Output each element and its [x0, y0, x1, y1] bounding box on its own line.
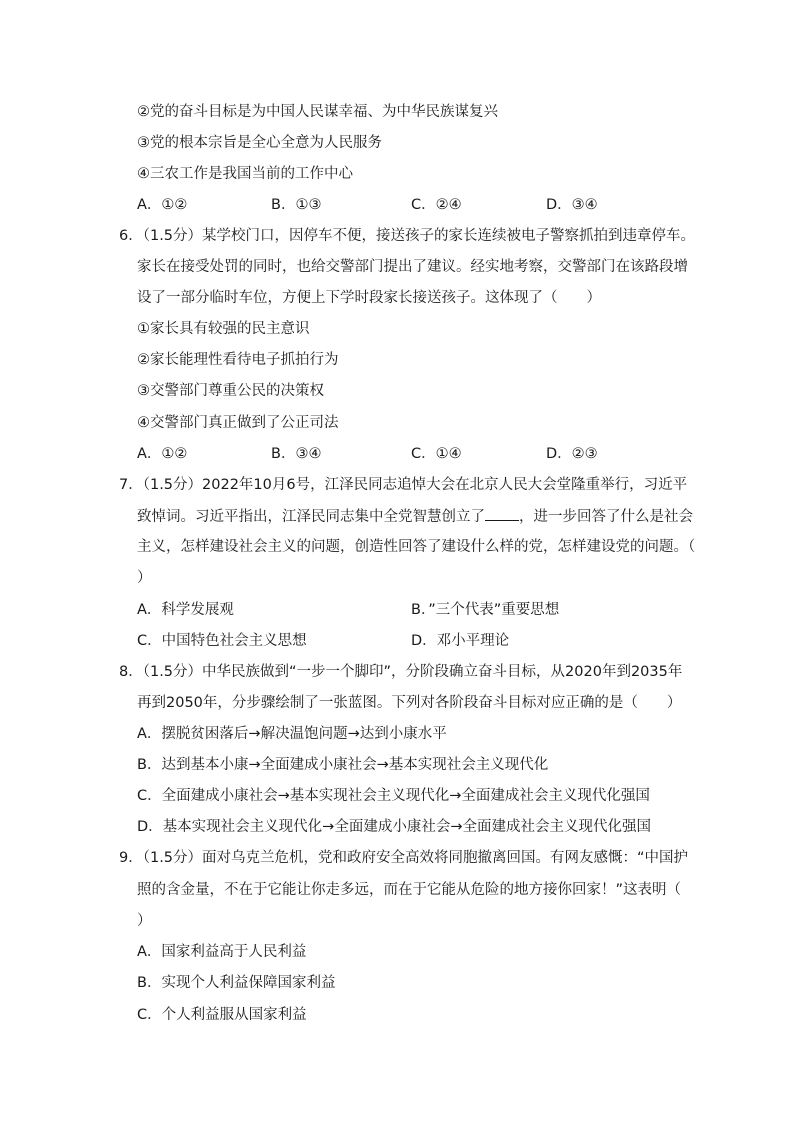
- q9-choice-b[interactable]: B．实现个人利益保障国家利益: [137, 975, 336, 991]
- q6-stem-line-1: 6．（1.5分）某学校门口，因停车不便，接送孩子的家长连续被电子警察抓拍到违章停车。: [119, 228, 696, 244]
- q6-item-4: ④交警部门真正做到了公正司法: [137, 415, 339, 431]
- q9-stem-line-1: 9．（1.5分）面对乌克兰危机，党和政府安全高效将同胞撤离回国。有网友感慨：“中国护: [119, 850, 689, 866]
- q9-choice-c[interactable]: C．个人利益服从国家利益: [137, 1007, 307, 1023]
- q5-choice-d[interactable]: D．③④: [546, 197, 598, 213]
- q8-choice-a[interactable]: A．摆脱贫困落后→解决温饱问题→达到小康水平: [137, 726, 447, 742]
- q6-choice-d[interactable]: D．②③: [546, 446, 598, 462]
- q7-choice-c[interactable]: C．中国特色社会主义思想: [137, 633, 307, 649]
- q5-item-2: ②党的奋斗目标是为中国人民谋幸福、为中华民族谋复兴: [137, 104, 498, 120]
- q6-choice-c[interactable]: C．①④: [411, 446, 462, 462]
- q6-item-3: ③交警部门尊重公民的决策权: [137, 383, 324, 399]
- q7-choice-b[interactable]: B．”三个代表”重要思想: [411, 602, 560, 618]
- q5-item-4: ④三农工作是我国当前的工作中心: [137, 166, 353, 182]
- q6-stem-line-3: 设了一部分临时车位，方便上下学时段家长接送孩子。这体现了（ ）: [137, 290, 601, 306]
- q6-choice-b[interactable]: B．③④: [271, 446, 322, 462]
- q7-stem-line-2: [137, 506, 693, 527]
- q5-choice-a[interactable]: A．①②: [137, 197, 188, 213]
- q8-stem-line-1: 8．（1.5分）中华民族做到“一步一个脚印”，分阶段确立奋斗目标，从2020年到2035年: [119, 664, 683, 680]
- q7-stem-line-1: 7．（1.5分）2022年10月6号，江泽民同志追悼大会在北京人民大会堂隆重举行，习近平: [119, 477, 688, 493]
- q5-choice-b[interactable]: B．①③: [271, 197, 322, 213]
- q7-choice-d[interactable]: D．邓小平理论: [411, 633, 510, 649]
- q9-choice-a[interactable]: A．国家利益高于人民利益: [137, 944, 307, 960]
- q9-stem-line-2: 照的含金量，不在于它能让你走多远，而在于它能从危险的地方接你回家！”这表明（: [137, 882, 682, 898]
- q9-stem-line-3: ）: [137, 913, 152, 929]
- q8-choice-c[interactable]: C．全面建成小康社会→基本实现社会主义现代化→全面建成社会主义现代化强国: [137, 788, 650, 804]
- q6-choice-a[interactable]: A．①②: [137, 446, 188, 462]
- q7-stem-line-4: ）: [137, 570, 152, 586]
- q8-choice-b[interactable]: B．达到基本小康→全面建成小康社会→基本实现社会主义现代化: [137, 757, 549, 773]
- q7-stem-before-blank: 致悼词。习近平指出，江泽民同志集中全党智慧创立了: [137, 509, 485, 525]
- q6-item-2: ②家长能理性看待电子抓拍行为: [137, 352, 339, 368]
- q6-stem-line-2: 家长在接受处罚的同时，也给交警部门提出了建议。经实地考察，交警部门在该路段增: [137, 259, 688, 275]
- q7-answer-blank[interactable]: [485, 506, 519, 521]
- q7-stem-after-blank: ，进一步回答了什么是社会: [519, 509, 693, 525]
- q8-choice-d[interactable]: D．基本实现社会主义现代化→全面建成小康社会→全面建成社会主义现代化强国: [137, 819, 651, 835]
- q8-stem-line-2: 再到2050年，分步骤绘制了一张蓝图。下列对各阶段奋斗目标对应正确的是（ ）: [137, 695, 682, 711]
- q6-item-1: ①家长具有较强的民主意识: [137, 321, 310, 337]
- q5-item-3: ③党的根本宗旨是全心全意为人民服务: [137, 135, 382, 151]
- q7-choice-a[interactable]: A．科学发展观: [137, 602, 234, 618]
- q7-stem-line-3: 主义，怎样建设社会主义的问题，创造性回答了建设什么样的党，怎样建设党的问题。（: [137, 539, 696, 555]
- q5-choice-c[interactable]: C．②④: [411, 197, 462, 213]
